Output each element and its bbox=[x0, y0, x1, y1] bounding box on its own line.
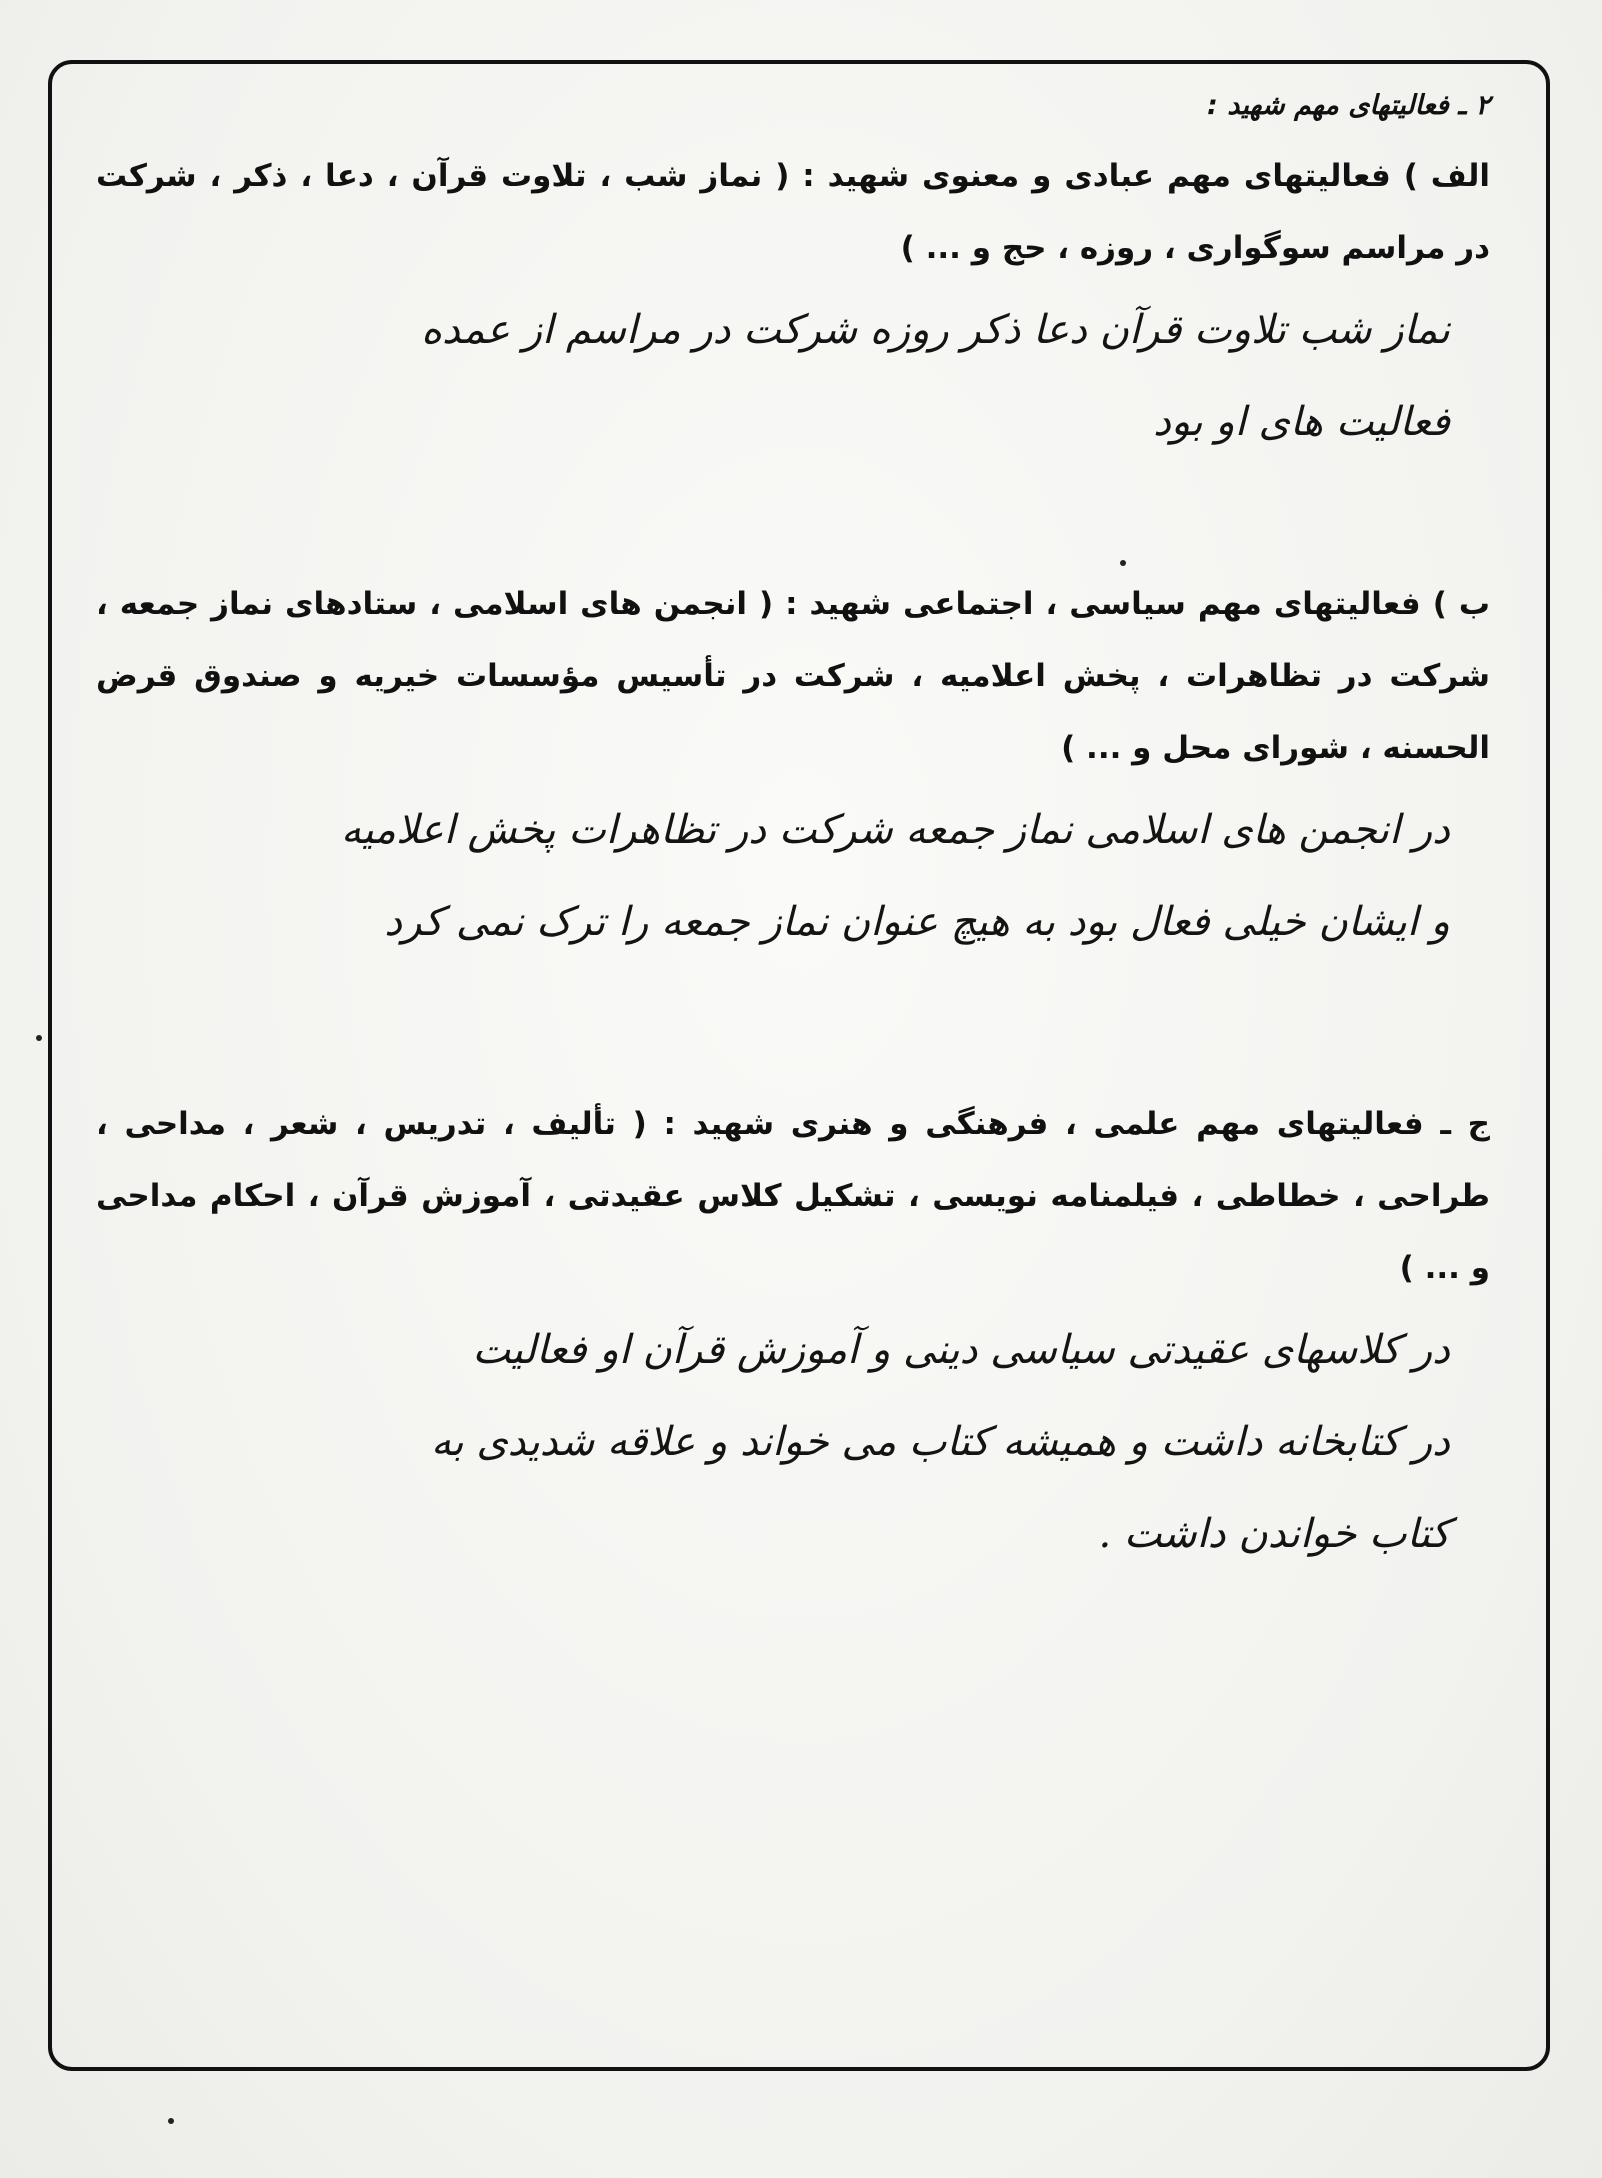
answer-line: در کتابخانه داشت و همیشه کتاب می خواند و علاقه شدیدی به bbox=[431, 1419, 1450, 1465]
handwritten-answer-worship bbox=[96, 284, 1490, 468]
scan-speck bbox=[168, 2118, 174, 2124]
answer-line: کتاب خواندن داشت . bbox=[1098, 1511, 1450, 1557]
answer-line: فعالیت های او بود bbox=[1153, 399, 1450, 445]
section-scientific-cultural bbox=[96, 1088, 1490, 1580]
answer-line: در انجمن های اسلامی نماز جمعه شرکت در تظاهرات پخش اعلامیه bbox=[341, 807, 1450, 853]
form-content bbox=[96, 80, 1490, 1580]
question-political-social-activities: ب ) فعالیتهای مهم سیاسی ، اجتماعی شهید : ( انجمن های اسلامی ، ستادهای نماز جمعه ، شرکت در تظاهرات ، پخش اعلامیه ، شرکت در تأسیس مؤسسات خیریه و صندوق قرض الحسنه ، شورای محل و ... ) bbox=[96, 586, 1490, 766]
handwritten-answer-scientific-cultural bbox=[96, 1304, 1490, 1580]
answer-line: نماز شب تلاوت قرآن دعا ذکر روزه شرکت در مراسم از عمده bbox=[421, 307, 1450, 353]
scan-speck bbox=[36, 1035, 42, 1041]
answer-line: و ایشان خیلی فعال بود به هیچ عنوان نماز جمعه را ترک نمی کرد bbox=[384, 899, 1450, 945]
answer-line: در کلاسهای عقیدتی سیاسی دینی و آموزش قرآن او فعالیت bbox=[472, 1327, 1450, 1373]
question-scientific-cultural-activities: ج ـ فعالیتهای مهم علمی ، فرهنگی و هنری شهید : ( تألیف ، تدریس ، شعر ، مداحی ، طراحی ، خطاطی ، فیلمنامه نویسی ، تشکیل کلاس عقیدتی ، آموزش قرآن ، احکام مداحی و ... ) bbox=[96, 1106, 1490, 1286]
handwritten-answer-political-social bbox=[96, 784, 1490, 968]
section-heading: ۲ ـ فعالیتهای مهم شهید : bbox=[1207, 90, 1490, 121]
scan-speck bbox=[1120, 560, 1126, 566]
section-political-social bbox=[96, 568, 1490, 968]
section-worship bbox=[96, 140, 1490, 468]
question-worship-activities: الف ) فعالیتهای مهم عبادی و معنوی شهید : ( نماز شب ، تلاوت قرآن ، دعا ، ذکر ، شرکت در مراسم سوگواری ، روزه ، حج و ... ) bbox=[96, 158, 1490, 266]
